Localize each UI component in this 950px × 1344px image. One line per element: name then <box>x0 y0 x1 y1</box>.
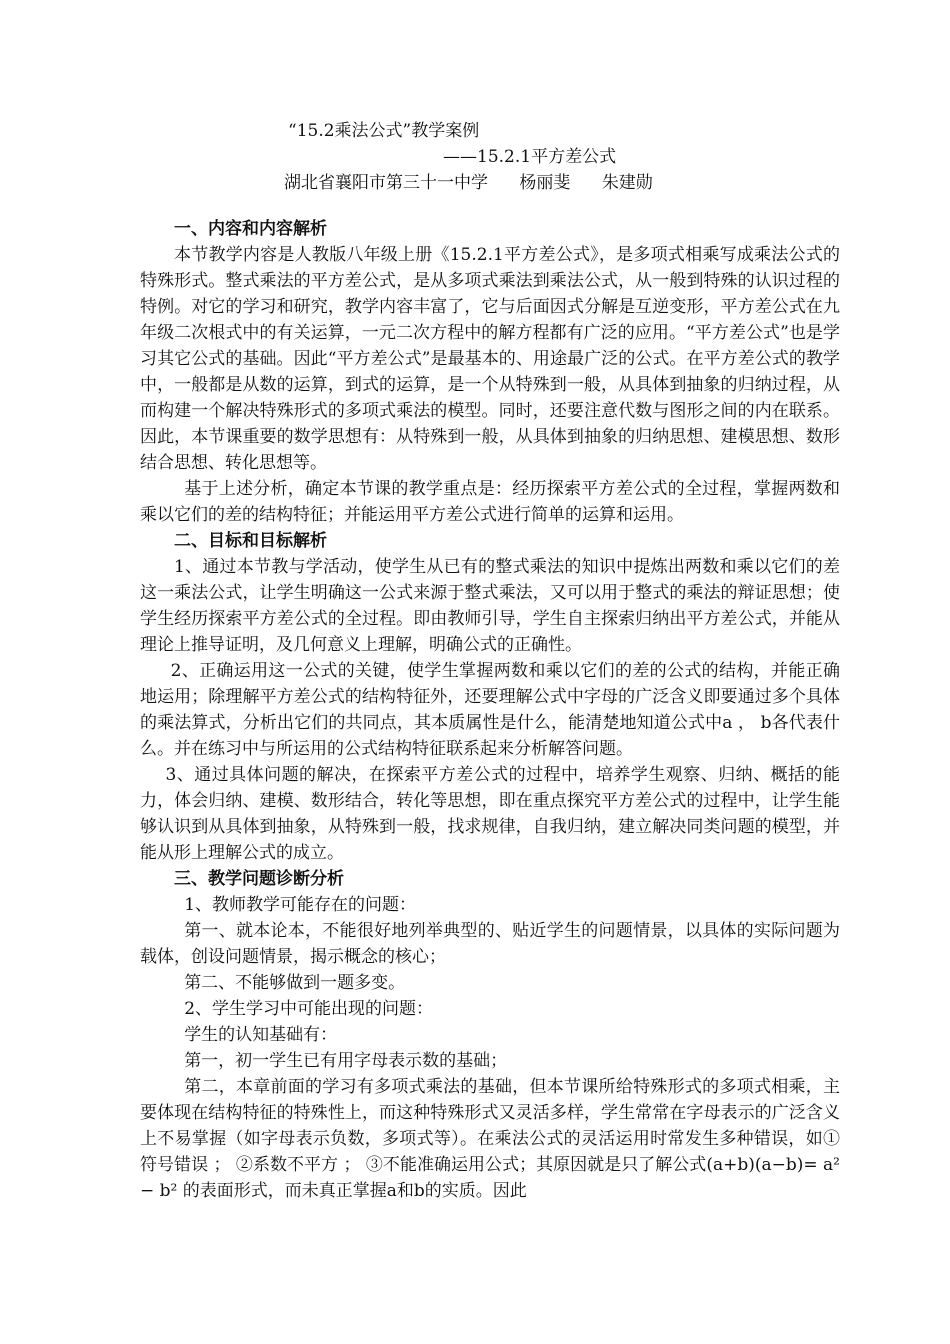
section-heading: 二、目标和目标解析 <box>174 531 327 551</box>
text-line: 2、学生学习中可能出现的问题： <box>184 999 434 1019</box>
paragraph: 本节教学内容是人教版八年级上册《15.2.1平方差公式》，是多项式相乘写成乘法公式的特殊形式。整式乘法的平方差公式，是从多项式乘法到乘法公式，从一般到特殊的认识过程的特例。对它的学习和研究，教学内容丰富了，它与后面因式分解是互逆变形，平方差公式在九年级二次根式中的有关运算，一元二次方程中的解方程都有广泛的应用。“平方差公式”也是学习其它公式的基础。因此“平方差公式”是最基本的、用途最广泛的公式。在平方差公式的教学中，一般都是从数的运算，到式的运算，是一个从特殊到一般，从具体到抽象的归纳过程，从而构建一个解决特殊形式的多项式乘法的模型。同时，还要注意代数与图形之间的内在联系。因此，本节课重要的数学思想有：从特殊到一般，从具体到抽象的归纳思想、建模思想、数形结合思想、转化思想等。 <box>140 245 840 473</box>
author-name: 杨丽斐 <box>519 173 571 193</box>
text-line: 学生的认知基础有： <box>184 1025 338 1045</box>
paragraph: 1、通过本节教与学活动，使学生从已有的整式乘法的知识中提炼出两数和乘以它们的差这一乘法公式，让学生明确这一公式来源于整式乘法，又可以用于整式的乘法的辩证思想；使学生经历探索平方差公式的全过程。即由教师引导，学生自主探索归纳出平方差公式，并能从理论上推导证明，及几何意义上理解，明确公式的正确性。 <box>140 557 840 655</box>
paragraph: 基于上述分析，确定本节课的教学重点是：经历探索平方差公式的全过程，掌握两数和乘以它们的差的结构特征；并能运用平方差公式进行简单的运算和运用。 <box>140 479 840 525</box>
section-heading: 三、教学问题诊断分析 <box>174 869 344 889</box>
paragraph: 第一、就本论本，不能很好地列举典型的、贴近学生的问题情景，以具体的实际问题为载体，创设问题情景，揭示概念的核心； <box>140 921 840 967</box>
author-name: 朱建勋 <box>601 173 653 193</box>
document-page <box>140 118 840 1204</box>
text-line: 1、教师教学可能存在的问题： <box>184 895 417 915</box>
text-line: 第一，初一学生已有用字母表示数的基础； <box>184 1051 508 1071</box>
paragraph: 2、正确运用这一公式的关键，使学生掌握两数和乘以它们的差的公式的结构，并能正确地运用；除理解平方差公式的结构特征外，还要理解公式中字母的广泛含义即要通过多个具体的乘法算式，分析出它们的共同点，其本质属性是什么，能清楚地知道公式中a ， b各代表什么。并在练习中与所运用的公式结构特征联系起来分析解答问题。 <box>140 661 840 759</box>
school-name: 湖北省襄阳市第三十一中学 <box>284 173 488 193</box>
paragraph: 3、通过具体问题的解决，在探索平方差公式的过程中，培养学生观察、归纳、概括的能力，体会归纳、建模、数形结合，转化等思想，即在重点探究平方差公式的过程中，让学生能够认识到从具体到抽象，从特殊到一般，找求规律，自我归纳，建立解决同类问题的模型，并能从形上理解公式的成立。 <box>140 765 840 863</box>
author-line <box>140 170 840 196</box>
section-heading: 一、内容和内容解析 <box>174 219 327 239</box>
document-title: “15.2乘法公式”教学案例 <box>288 121 480 141</box>
document-subtitle: ——15.2.1平方差公式 <box>443 147 617 167</box>
text-line: 第二、不能够做到一题多变。 <box>184 973 406 993</box>
paragraph: 第二，本章前面的学习有多项式乘法的基础，但本节课所给特殊形式的多项式相乘，主要体现在结构特征的特殊性上，而这种特殊形式又灵活多样，学生常常在字母表示的广泛含义上不易掌握（如字母表示负数，多项式等）。在乘法公式的灵活运用时常发生多种错误，如①符号错误 ； ②系数不平方 ； ③不能准确运用公式；其原因就是只了解公式(a+b)(a−b)= a² − b² 的表面形式，而未真正掌握a和b的实质。因此 <box>140 1077 840 1201</box>
